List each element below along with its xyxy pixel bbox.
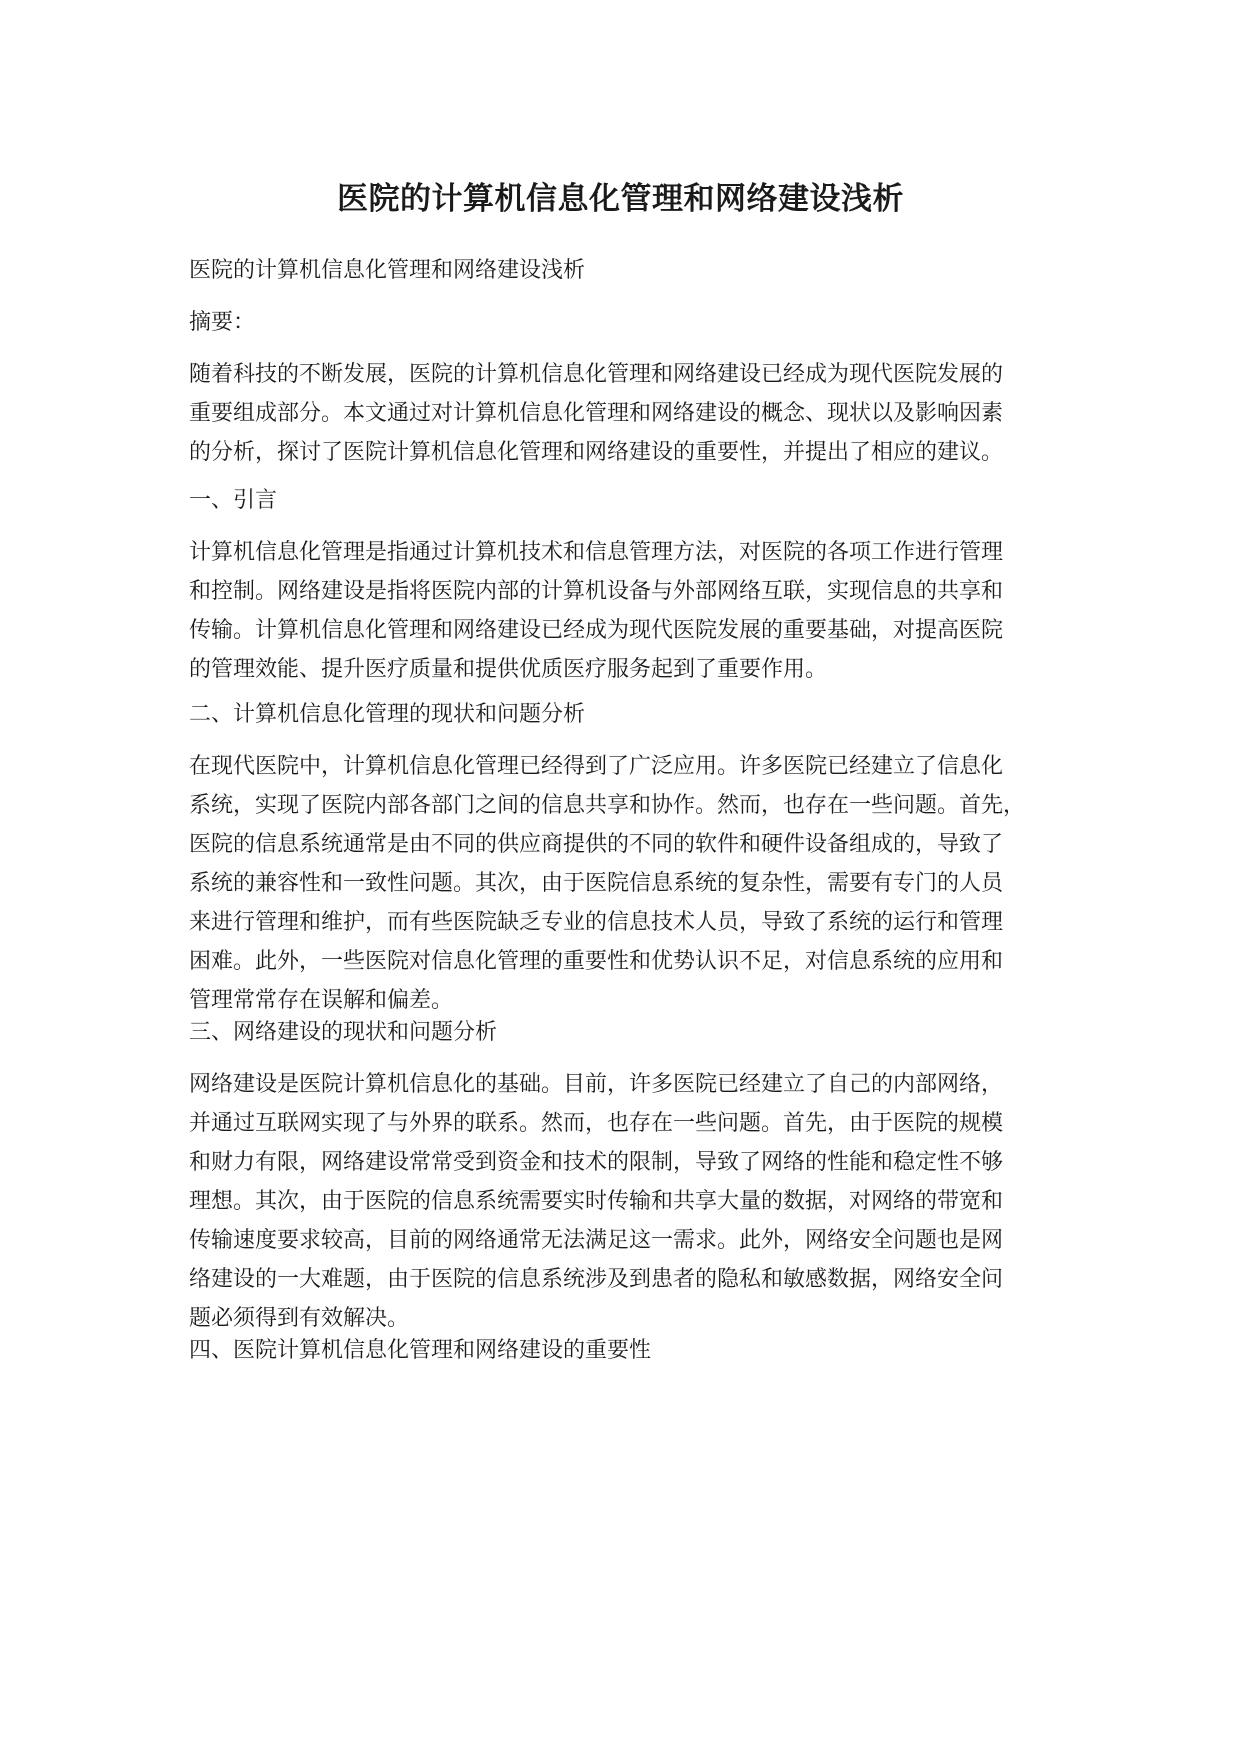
section-heading-info-management: 二、计算机信息化管理的现状和问题分析: [189, 702, 586, 727]
section-heading-network: 三、网络建设的现状和问题分析: [189, 1020, 498, 1045]
abstract-label: 摘要：: [189, 310, 256, 335]
section-body-introduction: 计算机信息化管理是指通过计算机技术和信息管理方法，对医院的各项工作进行管理 和控制。网络建设是指将医院内部的计算机设备与外部网络互联，实现信息的共享和 传输。计算机信息化管理和网络建设已经成为现代医院发展的重要基础，对提高医院 的管理效能、提升医疗质量和提供优质医疗服务起到了重要作用。: [189, 540, 1004, 682]
section-heading-importance: 四、医院计算机信息化管理和网络建设的重要性: [189, 1338, 652, 1363]
abstract-paragraph: 随着科技的不断发展，医院的计算机信息化管理和网络建设已经成为现代医院发展的 重要组成部分。本文通过对计算机信息化管理和网络建设的概念、现状以及影响因素 的分析，探讨了医院计算机信息化管理和网络建设的重要性，并提出了相应的建议。: [189, 362, 1004, 465]
section-body-network: 网络建设是医院计算机信息化的基础。目前，许多医院已经建立了自己的内部网络， 并通过互联网实现了与外界的联系。然而，也存在一些问题。首先，由于医院的规模 和财力有限，网络建设常常受到资金和技术的限制，导致了网络的性能和稳定性不够 理想。其次，由于医院的信息系统需要实时传输和共享大量的数据，对网络的带宽和 传输速度要求较高，目前的网络通常无法满足这一需求。此外，网络安全问题也是网 络建设的一大难题，由于医院的信息系统涉及到患者的隐私和敏感数据，网络安全问 题必须得到有效解决。: [189, 1072, 1004, 1331]
section-body-info-management: 在现代医院中，计算机信息化管理已经得到了广泛应用。许多医院已经建立了信息化 系统，实现了医院内部各部门之间的信息共享和协作。然而，也存在一些问题。首先， 医院的信息系统通常是由不同的供应商提供的不同的软件和硬件设备组成的，导致了 系统的兼容性和一致性问题。其次，由于医院信息系统的复杂性，需要有专门的人员 来进行管理和维护，而有些医院缺乏专业的信息技术人员，导致了系统的运行和管理 困难。此外，一些医院对信息化管理的重要性和优势认识不足，对信息系统的应用和 管理常常存在误解和偏差。: [189, 754, 1026, 1013]
document-title: 医院的计算机信息化管理和网络建设浅析: [337, 181, 904, 217]
document-subtitle: 医院的计算机信息化管理和网络建设浅析: [189, 258, 586, 283]
section-heading-introduction: 一、引言: [189, 488, 278, 513]
